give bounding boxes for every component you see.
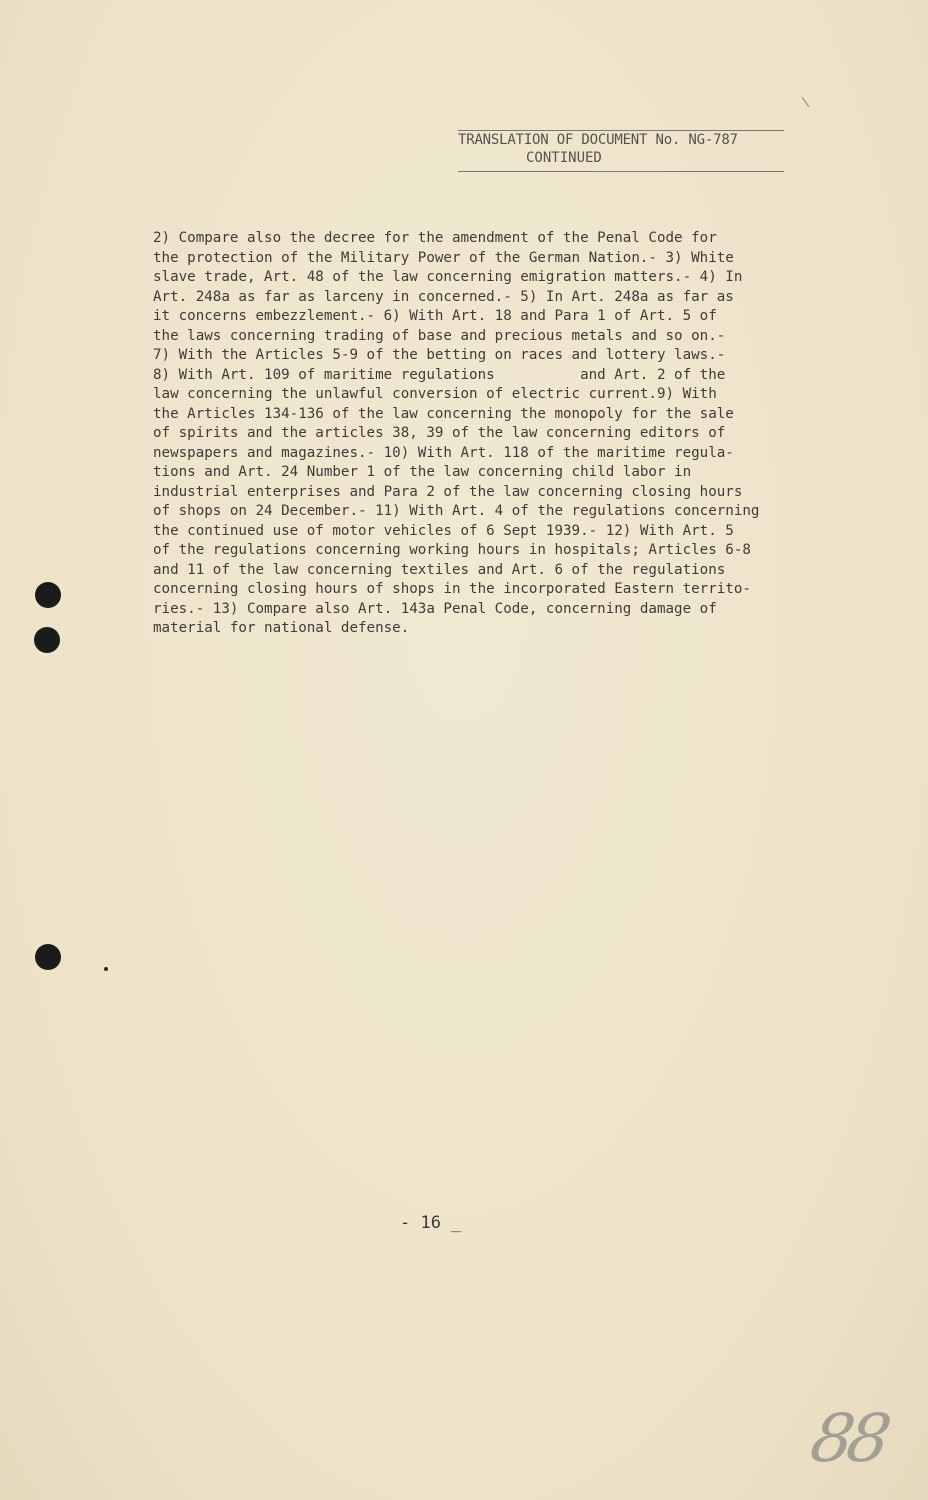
text-line: law concerning the unlawful conversion of electric current.9) With [153, 386, 717, 402]
text-line: industrial enterprises and Para 2 of the law concerning closing hours [153, 483, 743, 500]
text-line: slave trade, Art. 48 of the law concerning emigration matters.- 4) In [153, 269, 743, 285]
paper-mark [802, 97, 810, 107]
header-bottom-rule [458, 171, 784, 172]
document-header [458, 130, 786, 172]
text-line: the protection of the Military Power of the German Nation.- 3) White [153, 249, 734, 266]
handwritten-folio-number: 88 [805, 1400, 891, 1477]
text-line: Art. 248a as far as larceny in concerned.- 5) In Art. 248a as far as [153, 288, 734, 305]
text-line: ries.- 13) Compare also Art. 143a Penal Code, concerning damage of [153, 600, 717, 617]
text-line: concerning closing hours of shops in the incorporated Eastern territo- [153, 581, 751, 597]
text-line: the laws concerning trading of base and precious metals and so on.- [153, 327, 726, 344]
header-continued: CONTINUED [526, 150, 602, 166]
text-line: 8) With Art. 109 of maritime regulations and Art. 2 of the [153, 366, 726, 383]
text-line: of the regulations concerning working hours in hospitals; Articles 6-8 [153, 542, 751, 558]
text-line: newspapers and magazines.- 10) With Art. 118 of the maritime regula- [153, 444, 734, 461]
body-paragraph [153, 229, 853, 639]
text-line: 7) With the Articles 5-9 of the betting on races and lottery laws.- [153, 347, 726, 363]
punch-hole [35, 944, 61, 970]
text-line: and 11 of the law concerning textiles and Art. 6 of the regulations [153, 561, 726, 578]
punch-hole [35, 582, 61, 608]
text-line: the Articles 134-136 of the law concerning the monopoly for the sale [153, 405, 734, 422]
text-line: material for national defense. [153, 620, 410, 636]
punch-hole [34, 627, 60, 653]
header-title: TRANSLATION OF DOCUMENT No. NG-787 [458, 132, 738, 148]
ink-speck [104, 967, 108, 971]
text-line: tions and Art. 24 Number 1 of the law concerning child labor in [153, 464, 692, 480]
text-line: of spirits and the articles 38, 39 of the law concerning editors of [153, 425, 726, 441]
text-line: 2) Compare also the decree for the amendment of the Penal Code for [153, 230, 717, 246]
text-line: of shops on 24 December.- 11) With Art. 4 of the regulations concerning [153, 503, 760, 519]
text-line: the continued use of motor vehicles of 6 Sept 1939.- 12) With Art. 5 [153, 522, 734, 539]
text-line: it concerns embezzlement.- 6) With Art. 18 and Para 1 of Art. 5 of [153, 308, 717, 324]
page-number: - 16 _ [400, 1213, 462, 1233]
